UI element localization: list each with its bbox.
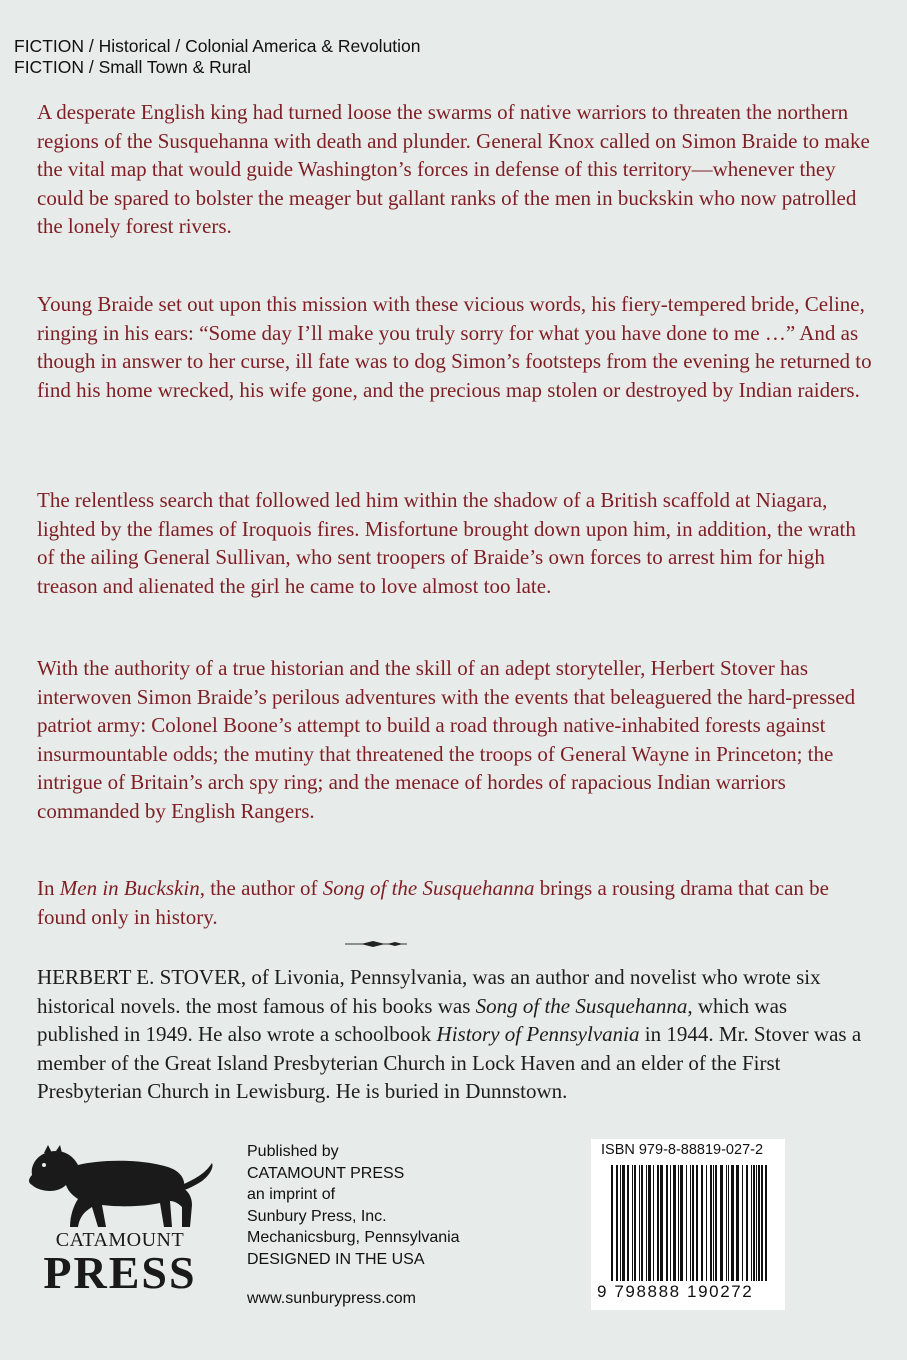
blurb-paragraph-3: The relentless search that followed led him within the shadow of a British scaffold at Niagara, lighted by the flames of Iroquois fires. Misfortune brought down upon him, in addition, the wrath of the ailing General Sullivan, who sent troopers of Braide’s own forces to arrest him for high treason and alienated the girl he came to love almost too late. — [37, 488, 856, 598]
publisher-logo — [22, 1145, 216, 1298]
barcode-bar — [736, 1165, 739, 1281]
blurb-text: , the author of — [199, 876, 323, 900]
barcode-bar — [728, 1165, 729, 1281]
author-bio — [37, 963, 873, 1106]
barcode-bar — [680, 1165, 683, 1281]
barcode-bar — [713, 1165, 714, 1281]
barcode-bar — [701, 1165, 703, 1281]
publisher-line: DESIGNED IN THE USA — [247, 1250, 425, 1268]
author-name: HERBERT E. STOVER — [37, 965, 241, 989]
barcode-bar — [632, 1165, 633, 1281]
blurb-paragraph-1: A desperate English king had turned loose the swarms of native warriors to threaten the northern regions of the Susquehanna with death and plunder. General Knox called on Simon Braide to make the vital map that would guide Washington’s forces in defense of this territory—whenever they could be spared to bolster the meager but gallant ranks of the men in buckskin who now patrolled the lonely forest rivers. — [37, 100, 870, 238]
barcode-bar — [720, 1165, 723, 1281]
barcode-bar — [706, 1165, 707, 1281]
category-line: FICTION / Small Town & Rural — [14, 57, 251, 77]
barcode-bar — [696, 1165, 698, 1281]
barcode-bar — [686, 1165, 687, 1281]
category-line: FICTION / Historical / Colonial America & Revolution — [14, 36, 421, 56]
barcode-bar — [710, 1165, 712, 1281]
publisher-line: Mechanicsburg, Pennsylvania — [247, 1229, 460, 1246]
barcode-bar — [726, 1165, 727, 1281]
barcode-bar — [673, 1165, 676, 1281]
barcode-bar — [715, 1165, 717, 1281]
bio-book-title: Song of the Susquehanna — [475, 993, 688, 1018]
barcode-bar — [646, 1165, 647, 1281]
barcode-bar — [648, 1165, 651, 1281]
barcode-bar — [765, 1165, 767, 1281]
barcode-bar — [634, 1165, 636, 1281]
barcode-digits: 9 798888 190272 — [597, 1282, 754, 1301]
logo-text-catamount: CATAMOUNT — [55, 1229, 185, 1251]
bio-book-title: History of Pennsylvania — [436, 1022, 640, 1046]
publisher-line: Published by — [247, 1143, 339, 1160]
barcode-bar — [660, 1165, 663, 1281]
blurb-text: In — [37, 876, 60, 900]
barcode-bar — [666, 1165, 668, 1281]
publisher-line: CATAMOUNT PRESS — [247, 1164, 405, 1182]
barcode-bar — [611, 1165, 613, 1281]
publisher-line: Sunbury Press, Inc. — [247, 1207, 387, 1225]
barcode-bar — [670, 1165, 671, 1281]
bio-text: , which was published in 1949. He also wrote a schoolbook — [37, 993, 788, 1046]
bio-text: in 1944. Mr. Stover was a member of the Great Island Presbyterian Church in Lock Haven and an elder of the First Presbyterian Church in Lewisburg. He is buried in Dunnstown. — [37, 1022, 862, 1103]
publisher-line: an imprint of — [247, 1186, 336, 1203]
blurb-paragraph-4: With the authority of a true historian and the skill of an adept storyteller, Herbert Stover has interwoven Simon Braide’s perilous adventures with the events that beleaguered the hard-pressed patriot army: Colonel Boone’s attempt to build a road through native-inhabited forests against insurmountable odds; the mutiny that threatened the troops of General Wayne in Princeton; the intrigue of Britain’s arch spy ring; and the menace of hordes of rapacious Indian warriors commanded by English Rangers. — [37, 656, 856, 823]
isbn-barcode — [591, 1139, 785, 1310]
barcode-bar — [731, 1165, 734, 1281]
barcode-bar — [657, 1165, 659, 1281]
catamount-silhouette-icon — [22, 1145, 216, 1231]
barcode-bar — [616, 1165, 618, 1281]
barcode-bar — [756, 1165, 757, 1281]
barcode-bar — [753, 1165, 755, 1281]
barcode-bar — [653, 1165, 654, 1281]
barcode-bars — [611, 1165, 767, 1281]
blurb-text: brings a rousing drama that can be found only in history. — [37, 876, 829, 929]
publisher-info — [247, 1141, 460, 1270]
blurb-paragraph-5 — [37, 874, 873, 931]
publisher-website: www.sunburypress.com — [247, 1290, 416, 1307]
category-list — [14, 36, 421, 78]
barcode-bar — [761, 1165, 763, 1281]
barcode-bar — [692, 1165, 694, 1281]
logo-text-press: PRESS — [43, 1247, 197, 1298]
barcode-bar — [678, 1165, 679, 1281]
ornament-divider-icon — [343, 938, 409, 950]
barcode-bar — [622, 1165, 625, 1281]
blurb-paragraph-2: Young Braide set out upon this mission with these vicious words, his fiery-tempered bride, Celine, ringing in his ears: “Some day I’ll make you truly sorry for what you have done to me …” And as though in answer to her curse, ill fate was to dog Simon’s footsteps from the evening he returned to find his home wrecked, his wife gone, and the precious map stolen or destroyed by Indian raiders. — [37, 292, 872, 402]
barcode-bar — [639, 1165, 640, 1281]
isbn-label: ISBN 979-8-88819-027-2 — [601, 1142, 764, 1158]
book-title: Men in Buckskin — [59, 876, 200, 900]
bio-text: , of Livonia, Pennsylvania, was an author and novelist who wrote six historical novels. the most famous of his books was — [37, 965, 821, 1018]
other-book-title: Song of the Susquehanna — [322, 876, 535, 900]
barcode-bar — [627, 1165, 629, 1281]
barcode-bar — [758, 1165, 760, 1281]
barcode-bar — [751, 1165, 752, 1281]
barcode-bar — [746, 1165, 748, 1281]
barcode-bar — [690, 1165, 691, 1281]
barcode-bar — [620, 1165, 621, 1281]
barcode-bar — [742, 1165, 743, 1281]
barcode-bar — [641, 1165, 643, 1281]
